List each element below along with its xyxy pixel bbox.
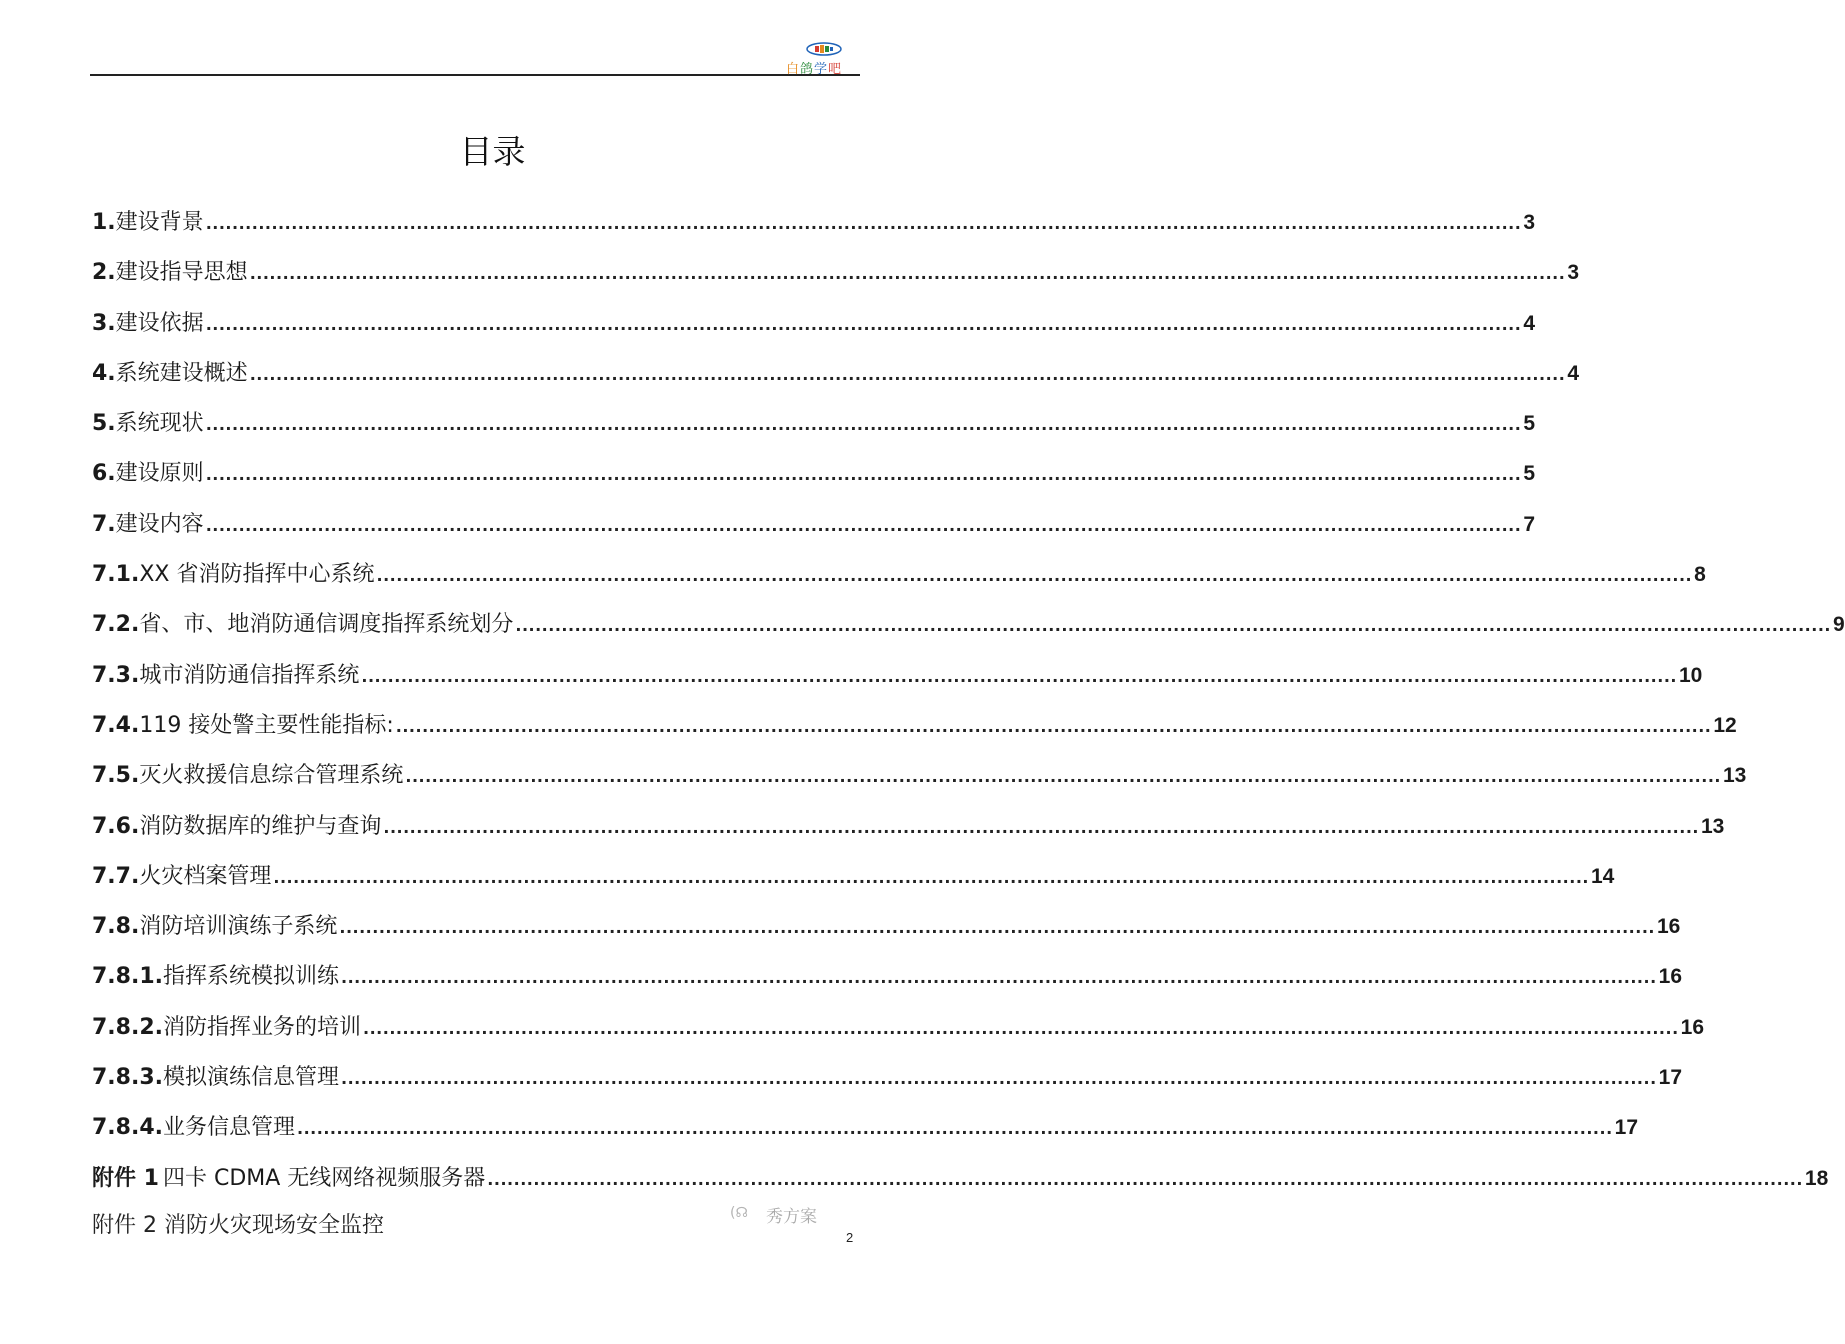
toc-entry[interactable] bbox=[92, 550, 1706, 600]
toc-leader-dots bbox=[383, 803, 1699, 853]
toc-leader-dots bbox=[206, 400, 1522, 450]
toc-number: 5. bbox=[92, 411, 116, 437]
toc-entry[interactable] bbox=[92, 1003, 1704, 1053]
toc-title: 建设依据 bbox=[115, 310, 204, 336]
toc-entry[interactable] bbox=[92, 399, 1535, 449]
toc-title: 建设原则 bbox=[115, 461, 204, 487]
toc-leader-dots bbox=[250, 249, 1566, 299]
toc-title: 省、市、地消防通信调度指挥系统划分 bbox=[139, 612, 514, 638]
page-number: 2 bbox=[846, 1230, 854, 1245]
watermark bbox=[730, 1200, 830, 1227]
toc-leader-dots bbox=[515, 601, 1831, 651]
toc-page-number: 14 bbox=[1590, 864, 1615, 888]
page-title: 目录 bbox=[459, 132, 526, 171]
toc-entry[interactable] bbox=[92, 600, 1845, 650]
toc-number: 7.6. bbox=[92, 813, 140, 839]
toc-title: 建设内容 bbox=[115, 511, 204, 537]
toc-entry[interactable] bbox=[92, 701, 1737, 751]
toc-leader-dots bbox=[297, 1104, 1613, 1154]
toc-number: 4. bbox=[92, 360, 116, 386]
logo-mark-icon bbox=[806, 42, 842, 56]
toc-entry[interactable] bbox=[92, 299, 1535, 349]
toc-entry[interactable] bbox=[92, 500, 1535, 550]
toc-number: 7.7. bbox=[92, 863, 140, 889]
toc-page-number: 4 bbox=[1567, 361, 1579, 385]
toc-title: 消防数据库的维护与查询 bbox=[139, 813, 382, 839]
logo-char: 吧 bbox=[828, 62, 843, 77]
toc-number: 7.2. bbox=[92, 612, 140, 638]
toc-page-number: 8 bbox=[1694, 563, 1706, 587]
toc-number: 7.5. bbox=[92, 763, 140, 789]
toc-entry[interactable] bbox=[92, 449, 1535, 499]
toc-leader-dots bbox=[250, 350, 1566, 400]
toc-leader-dots bbox=[405, 752, 1721, 802]
toc-title: 四卡 CDMA 无线网络视频服务器 bbox=[162, 1165, 486, 1191]
logo-text bbox=[786, 58, 842, 77]
toc-entry[interactable] bbox=[92, 1154, 1829, 1204]
toc-number: 7.3. bbox=[92, 662, 140, 688]
toc-number: 7.8.1. bbox=[92, 964, 163, 990]
logo-char: 白 bbox=[786, 62, 801, 77]
toc-entry[interactable] bbox=[92, 1103, 1638, 1153]
toc-title: 业务信息管理 bbox=[163, 1115, 296, 1141]
toc-leader-dots bbox=[339, 903, 1655, 953]
toc-title: 消防培训演练子系统 bbox=[139, 914, 338, 940]
toc-leader-dots bbox=[487, 1155, 1803, 1205]
logo-char: 学 bbox=[814, 62, 829, 77]
toc-number: 7.8.4. bbox=[92, 1115, 163, 1141]
toc-leader-dots bbox=[341, 1054, 1657, 1104]
toc-entry[interactable] bbox=[92, 198, 1535, 248]
toc-number: 2. bbox=[92, 260, 116, 286]
toc-page-number: 9 bbox=[1832, 613, 1845, 637]
toc-title: 指挥系统模拟训练 bbox=[163, 964, 340, 990]
table-of-contents bbox=[92, 198, 1845, 1204]
toc-number: 7.8.3. bbox=[92, 1065, 163, 1091]
toc-number: 3. bbox=[92, 310, 116, 336]
toc-entry[interactable] bbox=[92, 802, 1725, 852]
toc-page-number: 16 bbox=[1658, 965, 1682, 989]
toc-leader-dots bbox=[396, 702, 1712, 752]
toc-entry[interactable] bbox=[92, 349, 1579, 399]
toc-page-number: 12 bbox=[1713, 713, 1737, 737]
logo-char: 鸽 bbox=[800, 62, 815, 77]
toc-entry[interactable] bbox=[92, 651, 1703, 701]
toc-entry[interactable] bbox=[92, 751, 1747, 801]
toc-page-number: 5 bbox=[1523, 462, 1535, 486]
toc-leader-dots bbox=[206, 450, 1522, 500]
toc-page-number: 3 bbox=[1523, 211, 1535, 234]
toc-page-number: 13 bbox=[1722, 764, 1747, 788]
toc-title: 城市消防通信指挥系统 bbox=[139, 662, 360, 688]
toc-title: 建设背景 bbox=[115, 210, 204, 235]
toc-number: 7.4. bbox=[92, 712, 140, 738]
toc-entry[interactable] bbox=[92, 902, 1681, 952]
toc-page-number: 4 bbox=[1523, 311, 1535, 335]
toc-title: 建设指导思想 bbox=[115, 260, 248, 286]
toc-title: 系统现状 bbox=[115, 411, 204, 437]
toc-page-number: 5 bbox=[1523, 412, 1535, 436]
toc-page-number: 17 bbox=[1658, 1066, 1682, 1090]
toc-title: 模拟演练信息管理 bbox=[163, 1065, 340, 1091]
toc-leader-dots bbox=[361, 652, 1677, 702]
toc-number: 7.8. bbox=[92, 914, 140, 940]
toc-leader-dots bbox=[341, 953, 1657, 1003]
toc-leader-dots bbox=[273, 853, 1589, 903]
toc-entry[interactable] bbox=[92, 952, 1682, 1002]
toc-page-number: 16 bbox=[1680, 1015, 1704, 1039]
toc-number: 7. bbox=[92, 511, 116, 537]
toc-entry[interactable] bbox=[92, 248, 1579, 298]
toc-leader-dots bbox=[206, 199, 1522, 249]
toc-leader-dots bbox=[206, 300, 1522, 350]
toc-title: 系统建设概述 bbox=[115, 360, 248, 386]
toc-page-number: 17 bbox=[1614, 1116, 1638, 1140]
toc-title: XX 省消防指挥中心系统 bbox=[139, 562, 375, 588]
toc-page-number: 10 bbox=[1678, 663, 1703, 687]
wechat-icon: (☊ bbox=[730, 1205, 748, 1221]
toc-number: 1. bbox=[92, 210, 116, 235]
toc-number: 附件 1 bbox=[92, 1165, 159, 1191]
watermark-text: 秀方案 bbox=[766, 1207, 817, 1227]
partial-toc-entry: 附件 2 消防火灾现场安全监控 bbox=[92, 1213, 384, 1238]
toc-entry[interactable] bbox=[92, 1053, 1682, 1103]
toc-title: 119 接处警主要性能指标: bbox=[139, 712, 394, 738]
header-rule bbox=[90, 74, 860, 76]
logo bbox=[782, 42, 862, 77]
toc-entry[interactable] bbox=[92, 852, 1615, 902]
toc-title: 灭火救援信息综合管理系统 bbox=[139, 763, 404, 789]
toc-number: 7.8.2. bbox=[92, 1014, 163, 1040]
toc-leader-dots bbox=[206, 501, 1522, 551]
toc-title: 消防指挥业务的培训 bbox=[163, 1014, 362, 1040]
toc-page-number: 18 bbox=[1804, 1166, 1829, 1190]
toc-leader-dots bbox=[376, 551, 1692, 601]
toc-page-number: 7 bbox=[1523, 512, 1535, 536]
toc-page-number: 13 bbox=[1700, 814, 1725, 838]
toc-number: 6. bbox=[92, 461, 116, 487]
toc-number: 7.1. bbox=[92, 562, 140, 588]
toc-leader-dots bbox=[363, 1004, 1679, 1054]
toc-page-number: 16 bbox=[1656, 915, 1681, 939]
toc-title: 火灾档案管理 bbox=[139, 863, 272, 889]
toc-page-number: 3 bbox=[1567, 261, 1579, 285]
